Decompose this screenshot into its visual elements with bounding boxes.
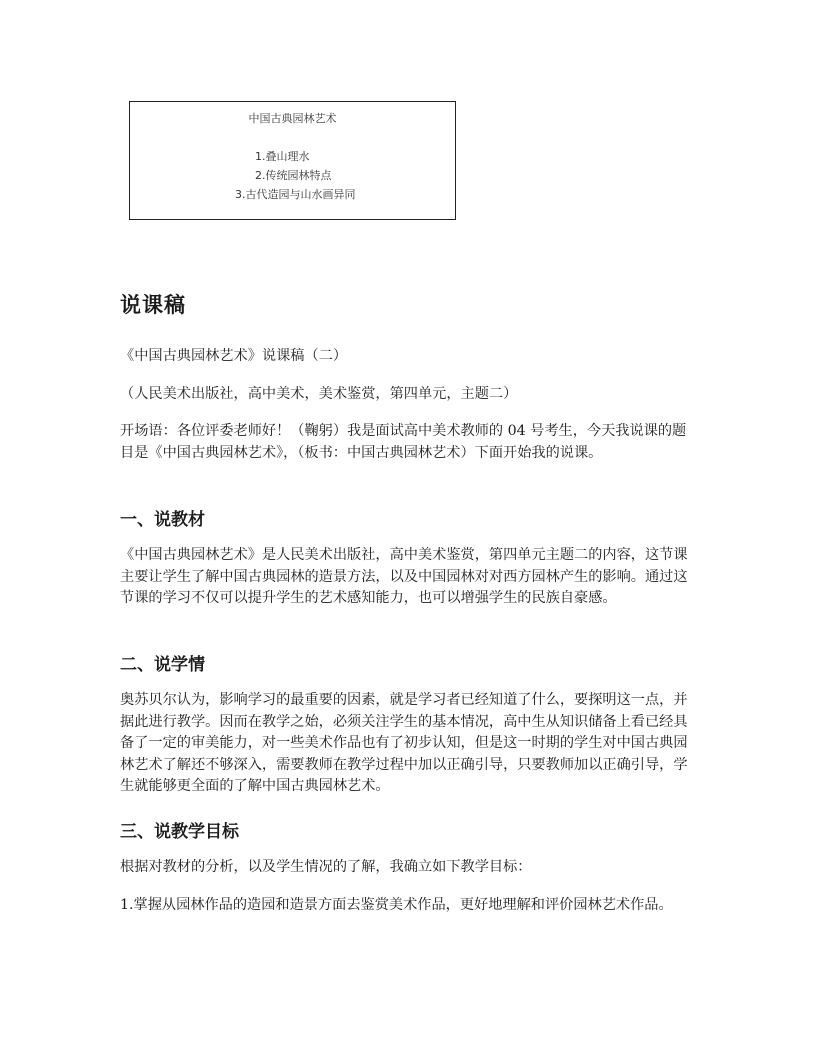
document-title: 说课稿: [120, 293, 186, 317]
section-body-objectives: 根据对教材的分析，以及学生情况的了解，我确立如下教学目标：: [120, 859, 532, 875]
board-item-1: 1.叠山理水: [255, 150, 310, 163]
section-heading-objectives: 三、说教学目标: [120, 822, 239, 842]
board-item-2: 2.传统园林特点: [255, 169, 332, 182]
board-item-3: 3.古代造园与山水画异同: [235, 188, 356, 201]
section-body-textbook: 《中国古典园林艺术》是人民美术出版社，高中美术鉴赏，第四单元主题二的内容，这节课主要让学生了解中国古典园林的造景方法，以及中国园林对对西方园林产生的影响。通过这节课的学习不仅可以提升学生的艺术感知能力，也可以增强学生的民族自豪感。: [120, 547, 688, 606]
opening-paragraph: 开场语：各位评委老师好！（鞠躬）我是面试高中美术教师的 04 号考生，今天我说课的题目是《中国古典园林艺术》，（板书：中国古典园林艺术）下面开始我的说课。: [120, 423, 687, 461]
section-heading-textbook: 一、说教材: [120, 510, 205, 530]
section-body-students: 奥苏贝尔认为，影响学习的最重要的因素，就是学习者已经知道了什么，要探明这一点，并据此进行教学。因而在教学之始，必须关注学生的基本情况，高中生从知识储备上看已经具备了一定的审美能力，对一些美术作品也有了初步认知，但是这一时期的学生对中国古典园林艺术了解还不够深入，需要教师在教学过程中加以正确引导，只要教师加以正确引导，学生就能够更全面的了解中国古典园林艺术。: [120, 692, 688, 794]
lesson-source: （人民美术出版社，高中美术，美术鉴赏，第四单元，主题二）: [120, 386, 518, 402]
objective-item-1: 1.掌握从园林作品的造园和造景方面去鉴赏美术作品，更好地理解和评价园林艺术作品。: [120, 897, 673, 913]
board-title: 中国古典园林艺术: [248, 112, 337, 125]
lesson-subtitle: 《中国古典园林艺术》说课稿（二）: [120, 348, 348, 364]
section-heading-students: 二、说学情: [120, 655, 205, 675]
blackboard-plan-box: [129, 101, 456, 220]
